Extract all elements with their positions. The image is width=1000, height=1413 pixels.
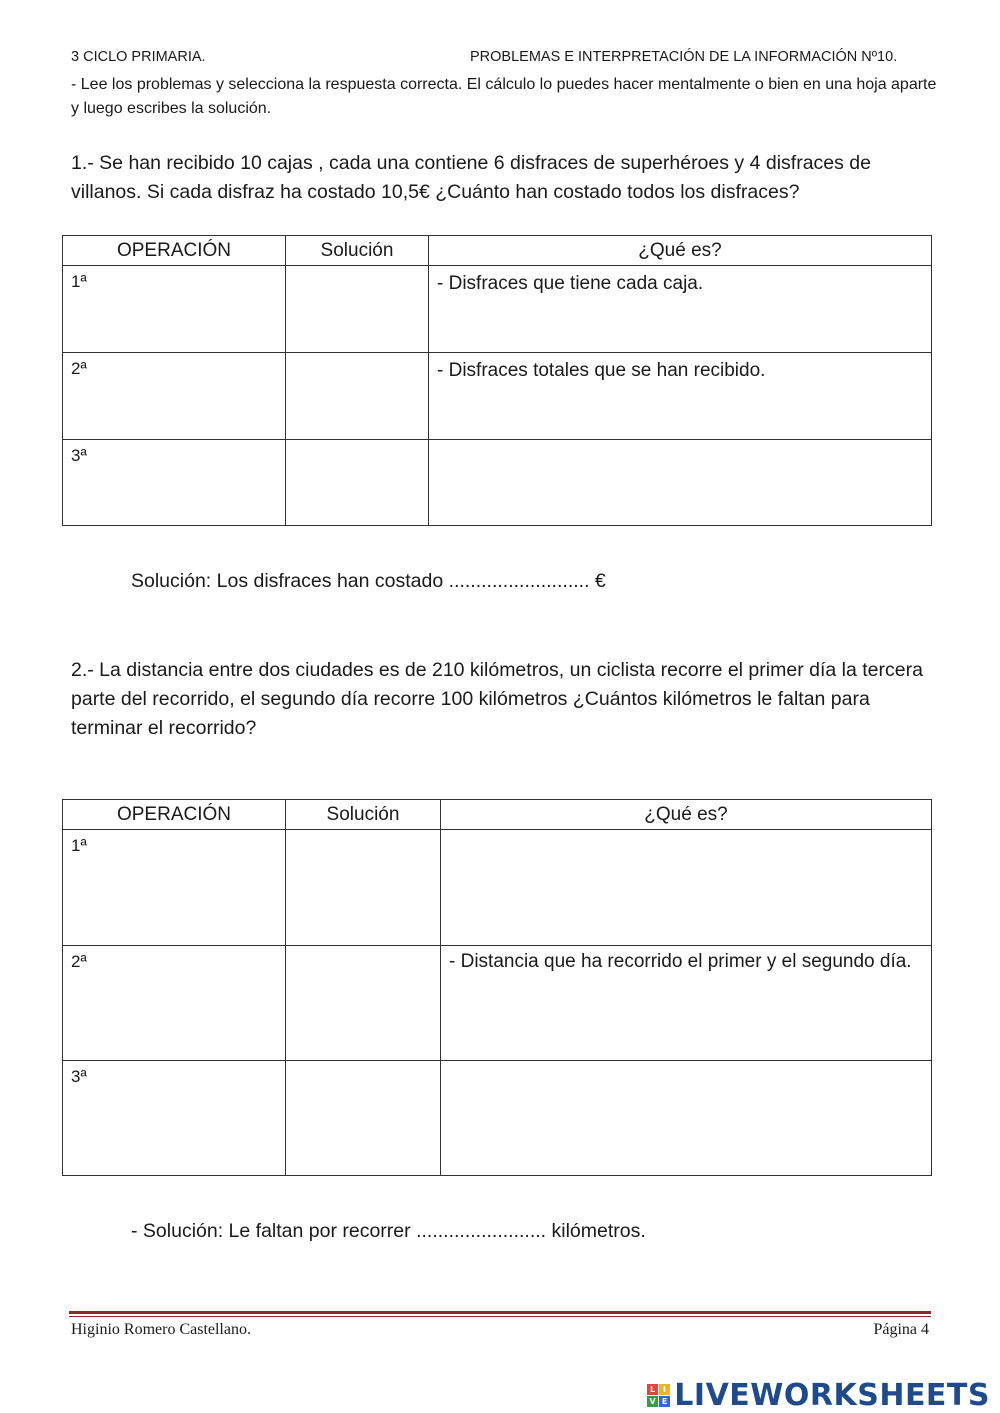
- solution-answer-field[interactable]: ........................: [416, 1220, 547, 1242]
- row-ordinal: 2ª: [71, 359, 87, 378]
- que-es-cell[interactable]: [441, 830, 932, 946]
- solution-cell[interactable]: [286, 830, 441, 946]
- problem-2-table: [62, 799, 932, 1176]
- header-solucion: Solución: [286, 800, 441, 830]
- que-es-cell: - Disfraces que tiene cada caja.: [429, 266, 932, 353]
- solution-answer-field[interactable]: ..........................: [448, 570, 590, 592]
- operation-cell[interactable]: [63, 830, 286, 946]
- table-row: [63, 440, 932, 526]
- table-row: [63, 830, 932, 946]
- operation-cell[interactable]: [63, 440, 286, 526]
- header-operacion: OPERACIÓN: [63, 236, 286, 266]
- operation-cell[interactable]: [63, 1061, 286, 1176]
- problem-1-text: 1.- Se han recibido 10 cajas , cada una contiene 6 disfraces de superhéroes y 4 disfraces de villanos. Si cada disfraz ha costado 10,5€ ¿Cuánto han costado todos los disfraces?: [71, 152, 871, 203]
- table-row: [63, 946, 932, 1061]
- footer-divider: [69, 1311, 931, 1314]
- table-row: [63, 353, 932, 440]
- operation-cell[interactable]: [63, 946, 286, 1061]
- header-right: PROBLEMAS E INTERPRETACIÓN DE LA INFORMACIÓN Nº10.: [470, 49, 898, 65]
- footer-page-number: Página 4: [873, 1321, 929, 1338]
- row-ordinal: 2ª: [71, 952, 87, 971]
- solution-cell[interactable]: [286, 266, 429, 353]
- row-ordinal: 1ª: [71, 836, 87, 855]
- solution-cell[interactable]: [286, 353, 429, 440]
- problem-1-solution: [131, 570, 606, 593]
- row-ordinal: 3ª: [71, 1067, 87, 1086]
- solution-prefix: - Solución: Le faltan por recorrer: [131, 1220, 411, 1242]
- header-que-es: ¿Qué es?: [441, 800, 932, 830]
- operation-cell[interactable]: [63, 353, 286, 440]
- table-row: [63, 266, 932, 353]
- table-row: [63, 1061, 932, 1176]
- row-ordinal: 3ª: [71, 446, 87, 465]
- que-es-cell: - Distancia que ha recorrido el primer y el segundo día.: [441, 946, 932, 1061]
- row-ordinal: 1ª: [71, 272, 87, 291]
- footer-author: Higinio Romero Castellano.: [71, 1321, 251, 1338]
- que-es-cell: - Disfraces totales que se han recibido.: [429, 353, 932, 440]
- liveworksheets-brand[interactable]: [647, 1378, 990, 1413]
- problem-1-table: [62, 235, 932, 526]
- euro-symbol: €: [594, 570, 606, 592]
- problem-2-text: 2.- La distancia entre dos ciudades es de 210 kilómetros, un ciclista recorre el primer día la tercera parte del recorrido, el segundo día recorre 100 kilómetros ¿Cuántos kilómetros le faltan para terminar el recorrido?: [71, 659, 923, 739]
- solution-prefix: Solución: Los disfraces han costado: [131, 570, 444, 592]
- problem-2-solution: [131, 1220, 646, 1243]
- solution-cell[interactable]: [286, 1061, 441, 1176]
- liveworksheets-logo-icon: L I V E: [647, 1384, 670, 1407]
- footer-divider-thin: [69, 1316, 931, 1317]
- unit-label: kilómetros.: [551, 1220, 646, 1242]
- solution-cell[interactable]: [286, 946, 441, 1061]
- que-es-cell[interactable]: [429, 440, 932, 526]
- header-operacion: OPERACIÓN: [63, 800, 286, 830]
- brand-name: LIVEWORKSHEETS: [674, 1378, 990, 1413]
- instructions: - Lee los problemas y selecciona la respuesta correcta. El cálculo lo puedes hacer mentalmente o bien en una hoja aparte y luego escribes la solución.: [71, 76, 937, 117]
- header-solucion: Solución: [286, 236, 429, 266]
- que-es-cell[interactable]: [441, 1061, 932, 1176]
- header-left: 3 CICLO PRIMARIA.: [71, 49, 206, 65]
- operation-cell[interactable]: [63, 266, 286, 353]
- solution-cell[interactable]: [286, 440, 429, 526]
- header-que-es: ¿Qué es?: [429, 236, 932, 266]
